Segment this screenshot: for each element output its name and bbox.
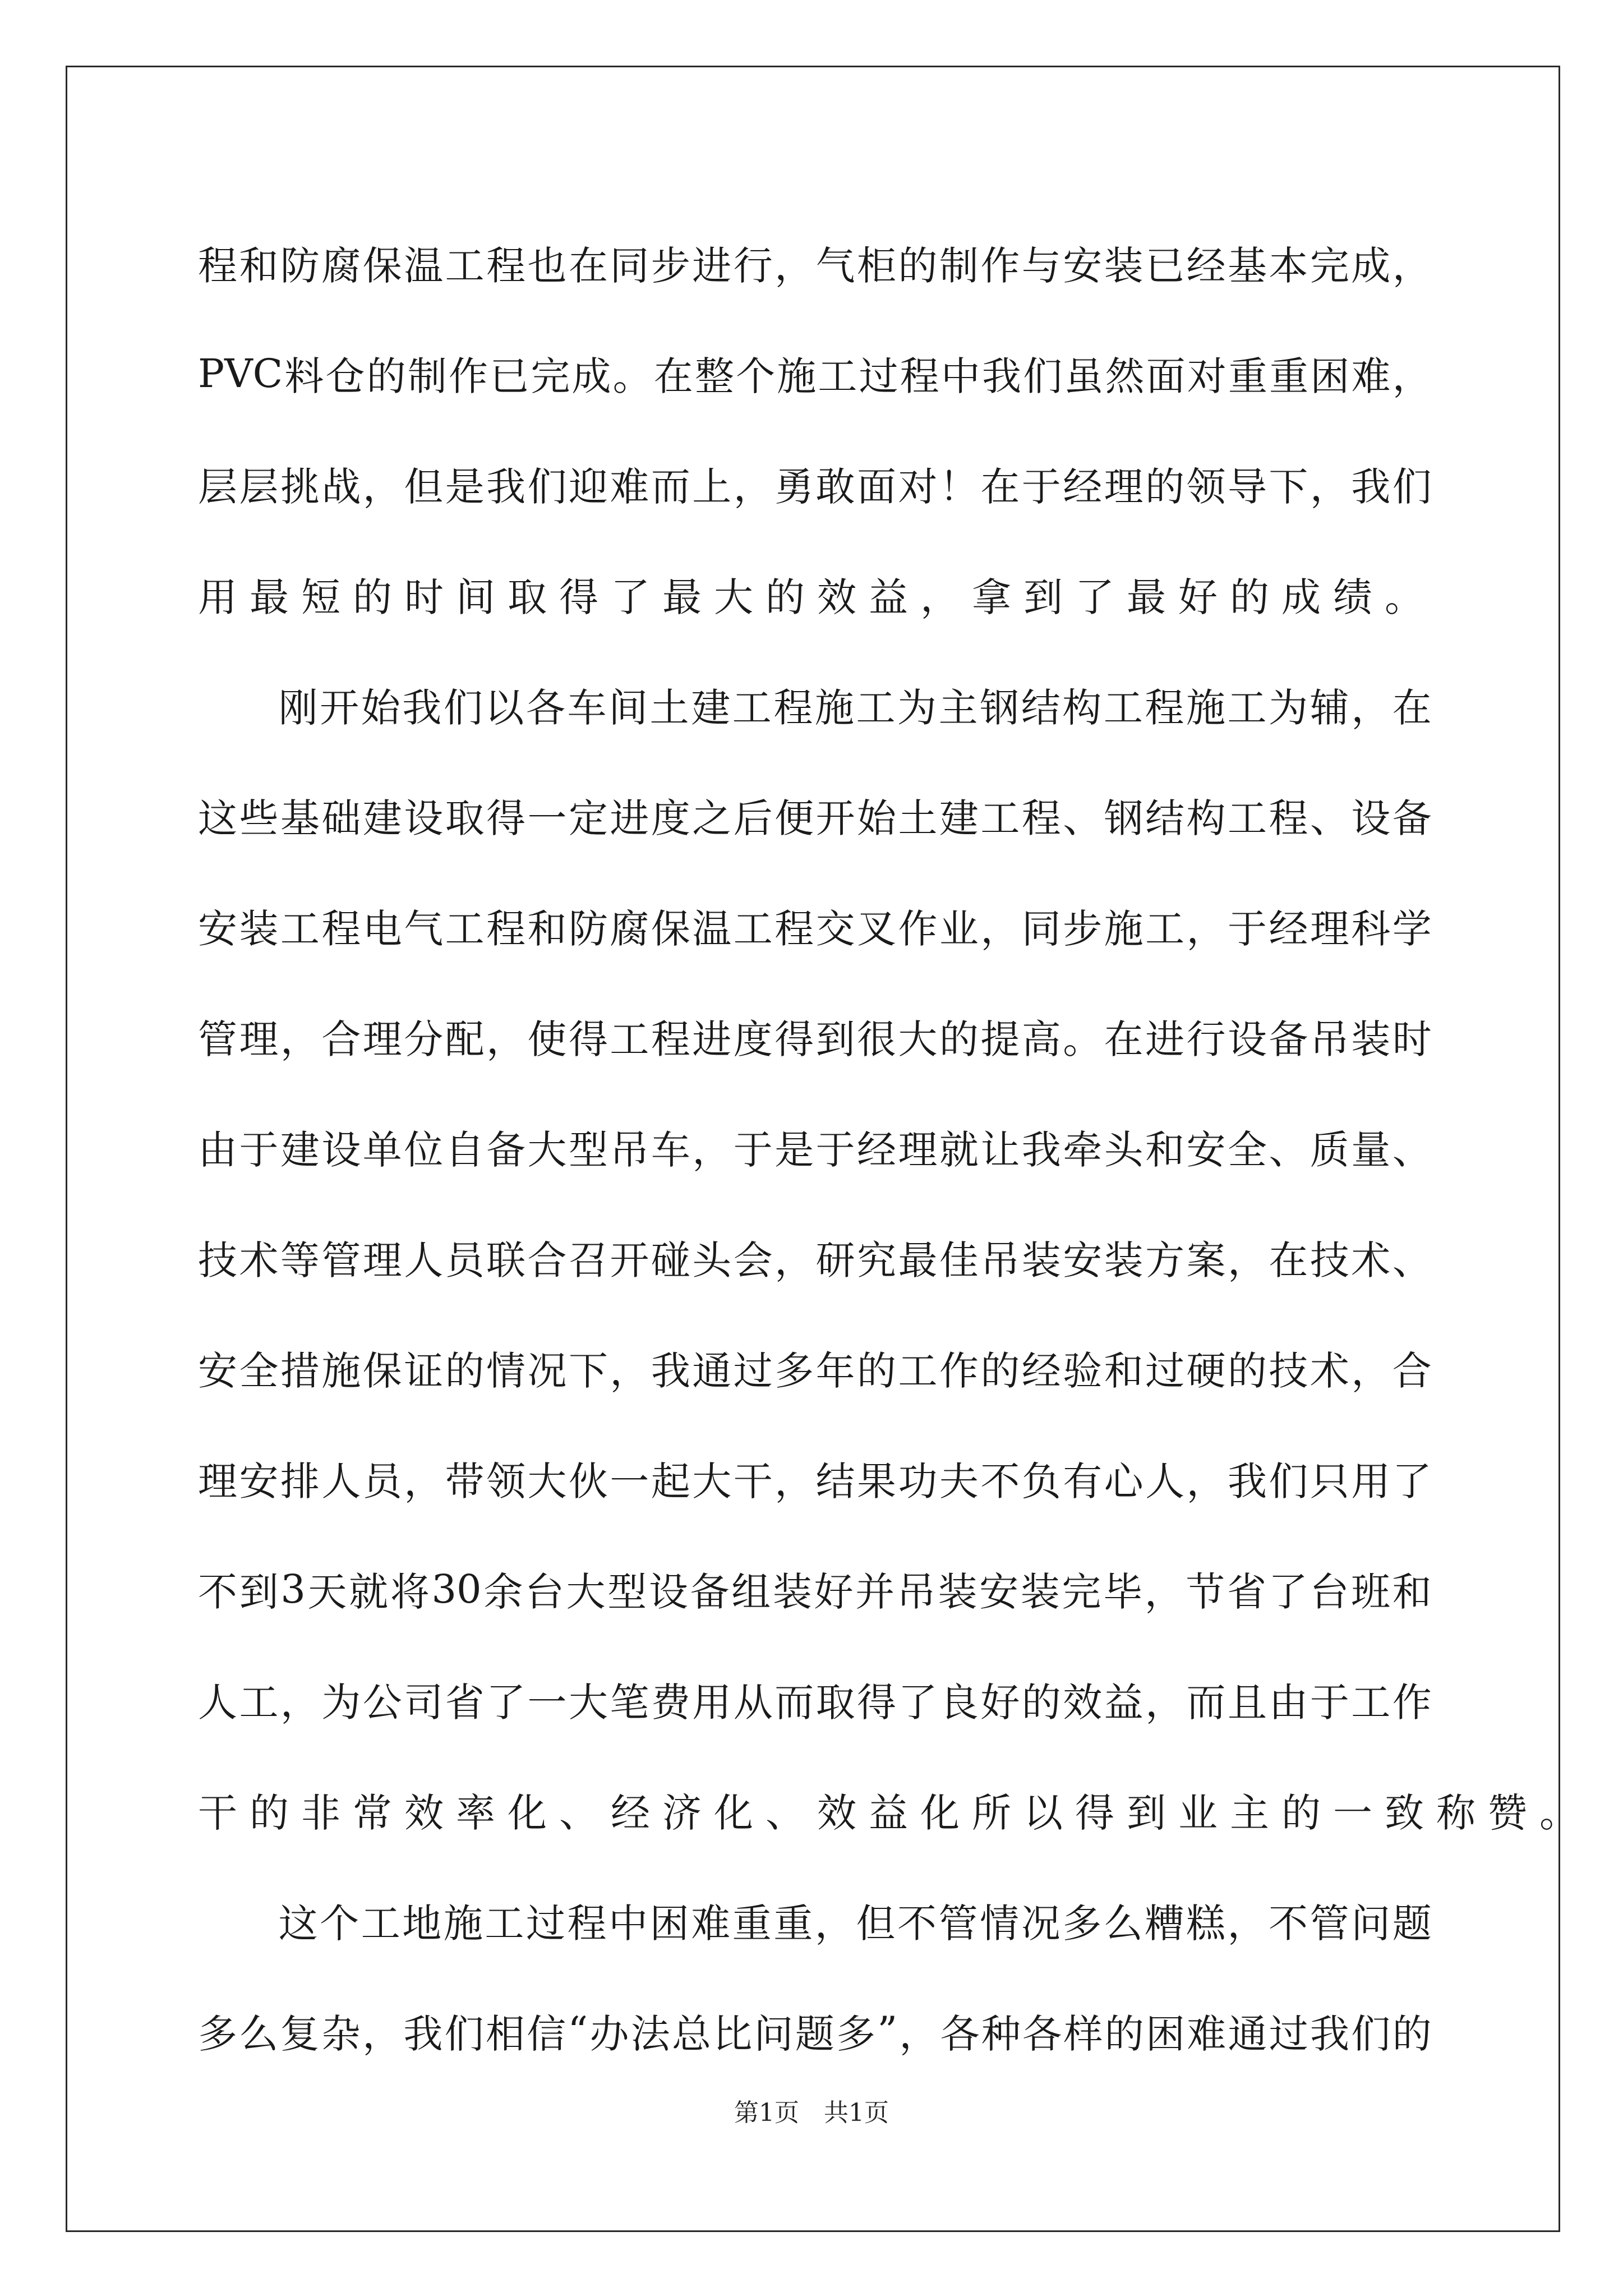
- text-line: 安 全 措 施 保 证 的 情 况 下 ， 我 通 过 多 年 的 工 作 的 经 验 和 过 硬 的 技 术 ， 合: [198, 1348, 1432, 1394]
- text-line: 理 安 排 人 员 ， 带 领 大 伙 一 起 大 干 ， 结 果 功 夫 不 负 有 心 人 ， 我 们 只 用 了: [198, 1458, 1432, 1504]
- text-line: 管 理 ， 合 理 分 配 ， 使 得 工 程 进 度 得 到 很 大 的 提 高 。 在 进 行 设 备 吊 装 时: [198, 1016, 1432, 1062]
- page-number: 第1页 共1页: [734, 2099, 889, 2127]
- document-body: [198, 208, 1591, 2086]
- text-line: 由 于 建 设 单 位 自 备 大 型 吊 车 ， 于 是 于 经 理 就 让 我 牵 头 和 安 全 、 质 量 、: [198, 1127, 1432, 1173]
- text-line: PVC 料 仓 的 制 作 已 完 成 。 在 整 个 施 工 过 程 中 我 们 虽 然 面 对 重 重 困 难 ，: [198, 350, 1432, 399]
- text-line: 程 和 防 腐 保 温 工 程 也 在 同 步 进 行 ， 气 柜 的 制 作 与 安 装 已 经 基 本 完 成 ，: [198, 243, 1432, 289]
- text-line: 这 些 基 础 建 设 取 得 一 定 进 度 之 后 便 开 始 土 建 工 程 、 钢 结 构 工 程 、 设 备: [198, 795, 1432, 841]
- text-line: 安 装 工 程 电 气 工 程 和 防 腐 保 温 工 程 交 叉 作 业 ， 同 步 施 工 ， 于 经 理 科 学: [198, 906, 1432, 952]
- text-line: 干的非常效率化、经济化、效益化所以得到业主的一致称赞。: [198, 1790, 1591, 1836]
- text-line: 不 到 3 天 就 将 30 余 台 大 型 设 备 组 装 好 并 吊 装 安 装 完 毕 ， 节 省 了 台 班 和: [198, 1566, 1432, 1615]
- text-line: 人 工 ， 为 公 司 省 了 一 大 笔 费 用 从 而 取 得 了 良 好 的 效 益 ， 而 且 由 于 工 作: [198, 1680, 1432, 1726]
- text-line: 多 么 复 杂 ， 我 们 相 信 “ 办 法 总 比 问 题 多 ” ， 各 种 各 样 的 困 难 通 过 我 们 的: [198, 2008, 1432, 2057]
- text-line: 这 个 工 地 施 工 过 程 中 困 难 重 重 ， 但 不 管 情 况 多 么 糟 糕 ， 不 管 问 题: [278, 1901, 1432, 1947]
- text-line: 用最短的时间取得了最大的效益，拿到了最好的成绩。: [198, 574, 1436, 620]
- text-line: 技 术 等 管 理 人 员 联 合 召 开 碰 头 会 ， 研 究 最 佳 吊 装 安 装 方 案 ， 在 技 术 、: [198, 1237, 1432, 1283]
- text-line: 刚 开 始 我 们 以 各 车 间 土 建 工 程 施 工 为 主 钢 结 构 工 程 施 工 为 辅 ， 在: [278, 685, 1432, 731]
- text-line: 层 层 挑 战 ， 但 是 我 们 迎 难 而 上 ， 勇 敢 面 对 ！ 在 于 经 理 的 领 导 下 ， 我 们: [198, 464, 1432, 510]
